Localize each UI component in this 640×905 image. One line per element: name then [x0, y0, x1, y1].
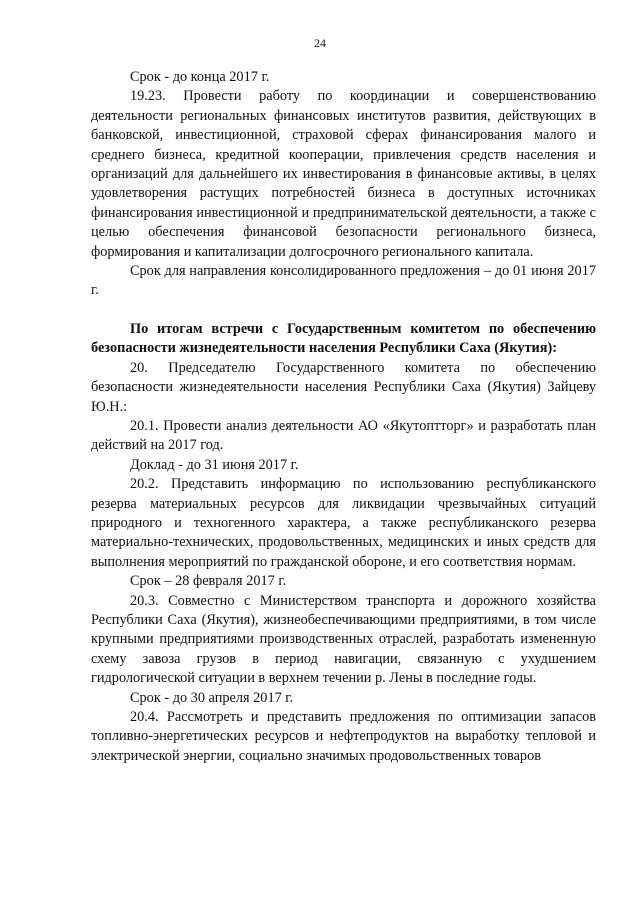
- item-20-3: 20.3. Совместно с Министерством транспорта и дорожного хозяйства Республики Саха (Якутия), жизнеобеспечивающими предприятиями, в том числе крупными предприятиями производственных отраслей, разработать измененную схему завоза грузов в период навигации, связанную с ухудшением гидрологической ситуации в верхнем течении р. Лены в последние годы.: [91, 592, 596, 687]
- item-20-4: 20.4. Рассмотреть и представить предложения по оптимизации запасов топливно-энергетических ресурсов и нефтепродуктов на выработку тепловой и электрической энергии, социально значимых продовольственных товаров: [91, 709, 596, 764]
- deadline-20-3: Срок - до 30 апреля 2017 г.: [130, 689, 294, 706]
- deadline-19-23: Срок для направления консолидированного предложения – до 01 июня 2017 г.: [91, 263, 596, 299]
- item-20-1: 20.1. Провести анализ деятельности АО «Якутоптторг» и разработать план действий на 2017 год.: [91, 417, 596, 454]
- item-19-23: 19.23. Провести работу по координации и совершенствованию деятельности региональных финансовых институтов развития, действующих в банковской, инвестиционной, страховой сферах финансирования малого и среднего бизнеса, кредитной кооперации, привлечения средств населения и организаций для дальнейшего их инвестирования в финансовые активы, в целях удовлетворения растущих потребностей бизнеса в доступных источниках финансирования инвестиционной и предпринимательской деятельности, а также с целью обеспечения финансовой безопасности регионального бизнеса, формирования и капитализации долгосрочного регионального капитала.: [91, 88, 596, 260]
- item-20-2: 20.2. Представить информацию по использованию республиканского резерва материальных ресурсов для ликвидации чрезвычайных ситуаций природного и техногенного характера, а также республиканского резерва материально-технических, продовольственных, медицинских и иных средств для выполнения мероприятий по гражданской обороне, и его соответствия нормам.: [91, 476, 596, 570]
- section-heading: По итогам встречи с Государственным комитетом по обеспечению безопасности жизнедеятельности населения Республики Саха (Якутия):: [91, 320, 596, 357]
- page-number: 24: [314, 36, 326, 50]
- deadline-20-2: Срок – 28 февраля 2017 г.: [130, 573, 287, 590]
- deadline-20-1: Доклад - до 31 июня 2017 г.: [130, 456, 299, 473]
- section-gap: [91, 301, 596, 320]
- item-20: 20. Председателю Государственного комитета по обеспечению безопасности жизнедеятельности населения Республики Саха (Якутия) Зайцеву Ю.Н.:: [91, 359, 596, 415]
- document-body: [91, 68, 596, 766]
- deadline-19-22: Срок - до конца 2017 г.: [130, 69, 270, 85]
